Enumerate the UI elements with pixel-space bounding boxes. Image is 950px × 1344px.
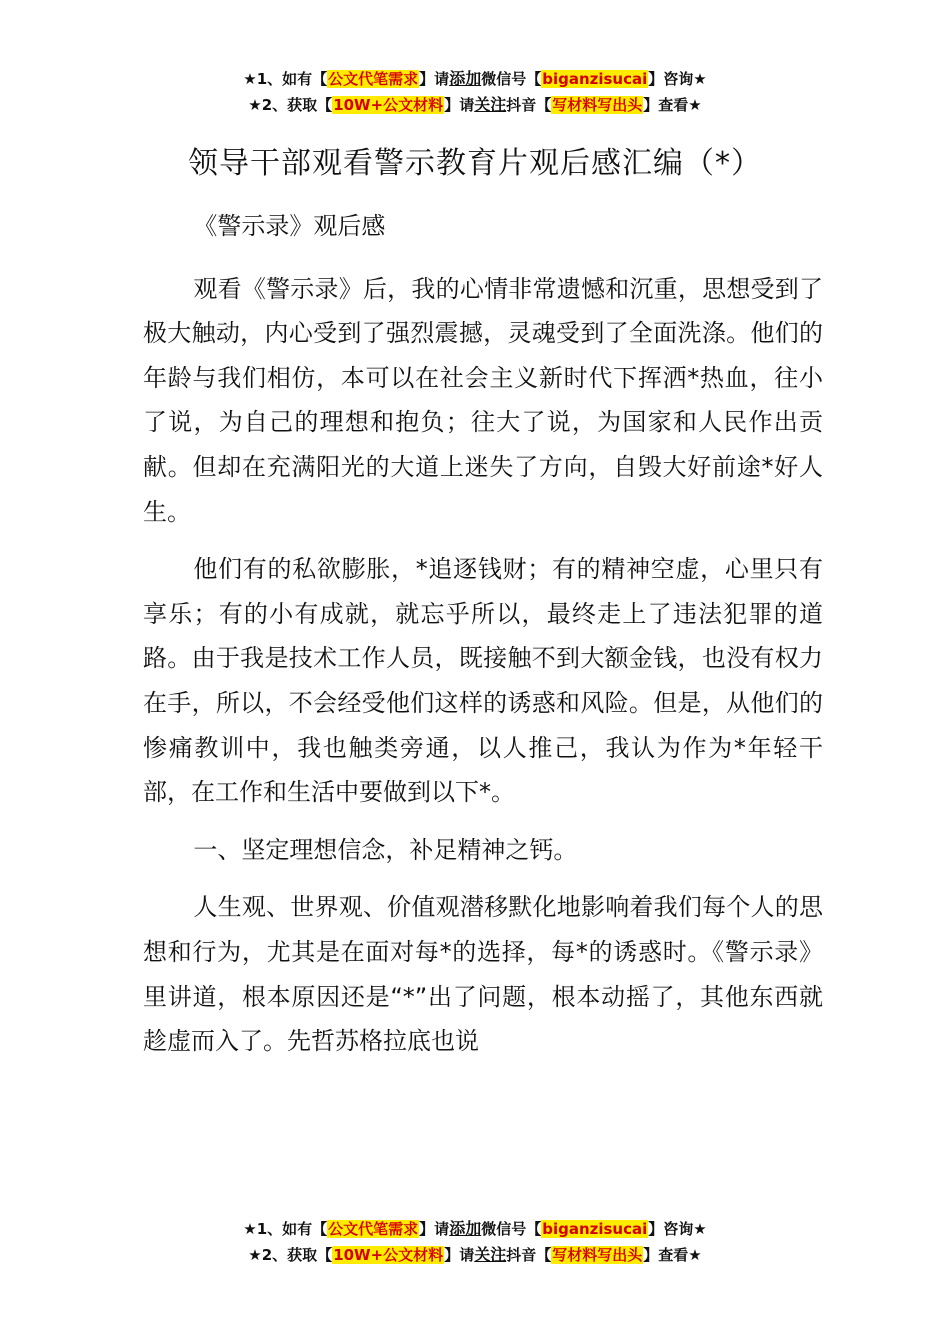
highlight-douyin-account: 写材料写出头 (552, 1246, 643, 1264)
highlight-service: 公文代笔需求 (328, 70, 419, 88)
underlined-follow: 关注 (474, 1245, 507, 1264)
highlight-wechat-id: biganzisucai (542, 70, 648, 88)
header-banner (0, 66, 950, 118)
banner-line-2: ★2、获取【10W+公文材料】请关注抖音【写材料写出头】查看★ (248, 1245, 702, 1264)
footer-banner (0, 1216, 950, 1268)
highlight-materials: 10W+公文材料 (333, 1246, 444, 1264)
document-subtitle: 《警示录》观后感 (193, 212, 386, 240)
banner-line-1: ★1、如有【公文代笔需求】请添加微信号【biganzisucai】咨询★ (243, 1219, 707, 1238)
highlight-douyin-account: 写材料写出头 (552, 96, 643, 114)
underlined-follow: 关注 (474, 95, 507, 114)
highlight-wechat-id: biganzisucai (542, 1220, 648, 1238)
section-heading: 一、坚定理想信念，补足精神之钙。 (193, 835, 578, 864)
banner-line-2: ★2、获取【10W+公文材料】请关注抖音【写材料写出头】查看★ (248, 95, 702, 114)
paragraph: 他们有的私欲膨胀，*追逐钱财；有的精神空虚，心里只有享乐；有的小有成就，就忘乎所以，最终走上了违法犯罪的道路。由于我是技术工作人员，既接触不到大额金钱，也没有权力在手，所以，不会经受他们这样的诱惑和风险。但是，从他们的惨痛教训中，我也触类旁通，以人推己，我认为作为*年轻干部，在工作和生活中要做到以下*。 (143, 555, 823, 807)
paragraph: 人生观、世界观、价值观潜移默化地影响着我们每个人的思想和行为，尤其是在面对每*的选择，每*的诱惑时。《警示录》里讲道，根本原因还是“*”出了问题，根本动摇了，其他东西就趁虚而入了。先哲苏格拉底也说 (143, 893, 823, 1056)
document-title: 领导干部观看警示教育片观后感汇编（*） (188, 146, 762, 181)
highlight-materials: 10W+公文材料 (333, 96, 444, 114)
document-body (143, 204, 823, 1077)
highlight-service: 公文代笔需求 (328, 1220, 419, 1238)
underlined-add: 添加 (449, 69, 482, 88)
paragraph: 观看《警示录》后，我的心情非常遗憾和沉重，思想受到了极大触动，内心受到了强烈震撼，灵魂受到了全面洗涤。他们的年龄与我们相仿，本可以在社会主义新时代下挥洒*热血，往小了说，为自己的理想和抱负；往大了说，为国家和人民作出贡献。但却在充满阳光的大道上迷失了方向，自毁大好前途*好人生。 (143, 274, 823, 526)
underlined-add: 添加 (449, 1219, 482, 1238)
banner-line-1: ★1、如有【公文代笔需求】请添加微信号【biganzisucai】咨询★ (243, 69, 707, 88)
